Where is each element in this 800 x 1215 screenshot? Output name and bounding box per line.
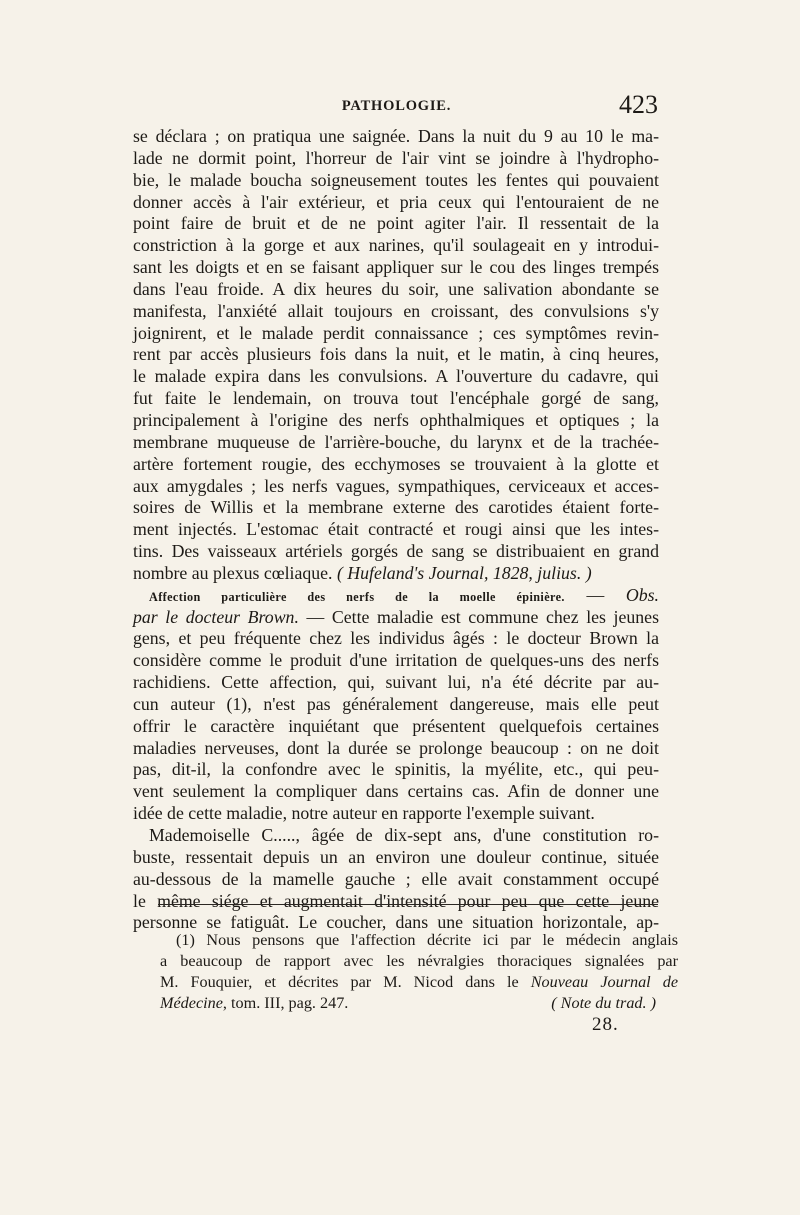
text-line: point faire de bruit et de ne point agiter l'air. Il ressentait de la xyxy=(133,213,659,234)
heading-dash: — xyxy=(586,584,605,605)
journal-citation: ( Hufeland's Journal, 1828, julius. ) xyxy=(336,562,592,583)
text-line: au-dessous de la mamelle gauche ; elle avait constamment occupé xyxy=(133,868,659,889)
volume-reference: , tom. III, pag. 247. xyxy=(222,994,349,1012)
text-line: constriction à la gorge et aux narines, qu'il soulageait en y introdui- xyxy=(133,235,659,256)
text-line: fut faite le lendemain, on trouva tout l'encéphale gorgé de sang, xyxy=(133,388,659,409)
running-title: PATHOLOGIE. xyxy=(341,98,452,114)
text-line: rachidiens. Cette affection, qui, suivant lui, n'a été décrite par au- xyxy=(133,672,659,693)
footnote-line-start: M. Fouquier, et décrites par M. Nicod dans le xyxy=(160,973,519,991)
text-line: considère comme le produit d'une irritation de quelques-uns des nerfs xyxy=(133,650,659,671)
text-line: donner accès à l'air extérieur, et pria ceux qui l'entouraient de ne xyxy=(133,191,659,212)
text-line: personne se fatiguât. Le coucher, dans une situation horizontale, ap- xyxy=(133,912,659,933)
text-line: pas, dit-il, la confondre avec le spinitis, la myélite, etc., qui peu- xyxy=(133,759,659,780)
text-line: se déclara ; on pratiqua une saignée. Dans la nuit du 9 au 10 le ma- xyxy=(133,126,659,146)
text-line: gens, et peu fréquente chez les individus âgés : le docteur Brown la xyxy=(133,628,659,649)
text-line: aux amygdales ; les nerfs vagues, sympathiques, cerviceaux et acces- xyxy=(133,475,659,496)
section-heading-line xyxy=(133,585,659,607)
signature-mark: 28. xyxy=(592,1014,619,1035)
text-line: principalement à l'origine des nerfs ophthalmiques et optiques ; la xyxy=(133,409,659,430)
text-line-rest: — Cette maladie est commune chez les jeunes xyxy=(306,606,659,627)
text-line: offrir le caractère inquiétant que présentent quelquefois certaines xyxy=(133,715,659,736)
footnote-line: a beaucoup de rapport avec les névralgies thoraciques signalées par xyxy=(160,952,678,970)
page-number: 423 xyxy=(619,90,658,119)
footnote-line xyxy=(160,993,678,1014)
text-line: idée de cette maladie, notre auteur en rapporte l'exemple suivant. xyxy=(133,803,595,824)
footnote-line: (1) Nous pensons que l'affection décrite ici par le médecin anglais xyxy=(176,931,678,949)
text-line: buste, ressentait depuis un an environ une douleur continue, située xyxy=(133,846,659,867)
text-line: vent seulement la compliquer dans certains cas. Afin de donner une xyxy=(133,781,659,802)
journal-title-end: Médecine xyxy=(160,994,223,1012)
text-line: joignirent, et le malade perdit connaissance ; ces symptômes revin- xyxy=(133,322,659,343)
text-line: membrane muqueuse de l'arrière-bouche, du larynx et de la trachée- xyxy=(133,431,659,452)
text-line: maladies nerveuses, dont la durée se prolonge beaucoup : on ne doit xyxy=(133,737,659,758)
text-line: tins. Des vaisseaux artériels gorgés de sang se distribuaient en grand xyxy=(133,541,659,562)
text-line-with-citation xyxy=(133,563,659,585)
journal-title: Nouveau Journal de xyxy=(530,973,678,991)
text-line: lade ne dormit point, l'horreur de l'air vint se joindre à l'hydropho- xyxy=(133,147,659,168)
footnote-divider xyxy=(158,904,658,905)
text-line: Mademoiselle C....., âgée de dix-sept ans, d'une constitution ro- xyxy=(149,825,659,845)
author-credit: par le docteur Brown. xyxy=(133,606,299,627)
text-line: rent par accès plusieurs fois dans la nuit, et le matin, à cinq heures, xyxy=(133,344,659,365)
footnote xyxy=(160,930,678,1014)
text-line: cun auteur (1), n'est pas généralement dangereuse, mais elle peut xyxy=(133,693,659,714)
text-line-start: nombre au plexus cœliaque. xyxy=(133,562,333,583)
text-line: soires de Willis et la membrane externe des carotides étaient forte- xyxy=(133,497,659,518)
text-line: dans l'eau froide. A dix heures du soir, une salivation abondante se xyxy=(133,278,659,299)
text-line: ment injectés. L'estomac était contracté et rougi ainsi que les intes- xyxy=(133,519,659,540)
text-line xyxy=(133,607,659,629)
text-line: le malade expira dans les convulsions. A l'ouverture du cadavre, qui xyxy=(133,366,659,387)
text-line: le même siége et augmentait d'intensité pour peu que cette jeune xyxy=(133,890,659,911)
text-line: bie, le malade boucha soigneusement toutes les fentes qui pouvaient xyxy=(133,169,659,190)
text-line: artère fortement rougie, des ecchymoses se trouvaient à la glotte et xyxy=(133,453,659,474)
footnote-line xyxy=(160,972,678,993)
obs-label: Obs. xyxy=(625,584,660,605)
running-head xyxy=(135,90,658,122)
translator-note: ( Note du trad. ) xyxy=(551,994,656,1012)
text-line: manifesta, l'anxiété allait toujours en croissant, des convulsions s'y xyxy=(133,300,659,321)
section-heading: Affection particulière des nerfs de la moelle épinière. xyxy=(149,589,565,604)
text-line: sant les doigts et en se faisant appliquer sur le cou des linges trempés xyxy=(133,257,659,278)
body-text xyxy=(133,126,659,934)
